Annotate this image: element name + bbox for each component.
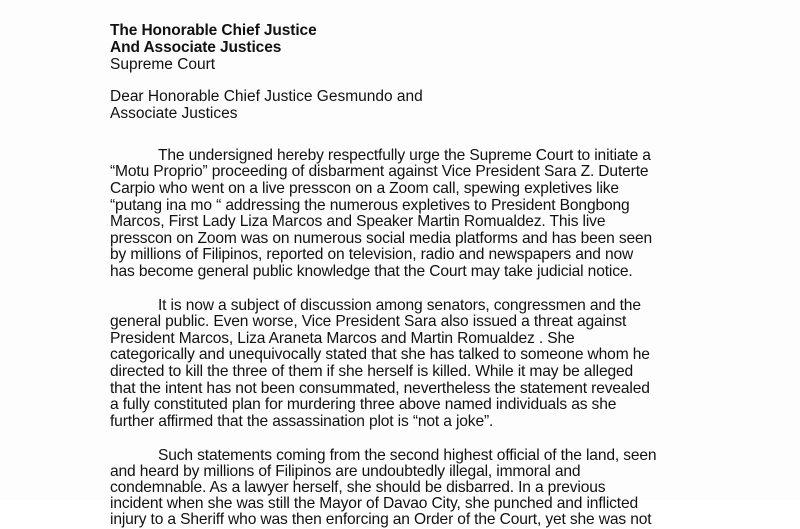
paragraph-2-line-3: President Marcos, Liza Araneta Marcos and Martin Romualdez . She	[110, 330, 575, 347]
addressee-line-1: The Honorable Chief Justice	[110, 22, 317, 39]
paragraph-1-line-3: Carpio who went on a live presscon on a Zoom call, spewing expletives like	[110, 180, 619, 197]
paragraph-3-line-2: and heard by millions of Filipinos are undoubtedly illegal, immoral and	[110, 463, 581, 480]
paragraph-1-line-8: has become general public knowledge that the Court may take judicial notice.	[110, 263, 633, 280]
paragraph-3-line-5: injury to a Sheriff who was then enforcing an Order of the Court, yet she was not	[110, 511, 652, 528]
paragraph-1-line-2: “Motu Proprio” proceeding of disbarment against Vice President Sara Z. Duterte	[110, 163, 649, 180]
paragraph-1-line-7: by millions of Filipinos, reported on television, radio and newspapers and now	[110, 246, 634, 263]
paragraph-3-line-3: condemnable. As a lawyer herself, she should be disbarred. In a previous	[110, 479, 606, 496]
paragraph-2-line-8: further affirmed that the assassination plot is “not a joke”.	[110, 413, 494, 430]
paragraph-2-line-1: It is now a subject of discussion among senators, congressmen and the	[158, 297, 641, 314]
paragraph-2-line-6: that the intent has not been consummated, nevertheless the statement revealed	[110, 380, 650, 397]
paragraph-2-line-5: directed to kill the three of them if she herself is killed. While it may be alleged	[110, 363, 634, 380]
paragraph-1-line-1: The undersigned hereby respectfully urge the Supreme Court to initiate a	[158, 147, 651, 164]
paragraph-2-line-4: categorically and unequivocally stated that she has talked to someone whom he	[110, 346, 650, 363]
salutation-line-1: Dear Honorable Chief Justice Gesmundo and	[110, 88, 423, 105]
paragraph-1-line-5: Marcos, First Lady Liza Marcos and Speaker Martin Romualdez. This live	[110, 213, 606, 230]
paragraph-3-line-4: incident when she was still the Mayor of Davao City, she punched and inflicted	[110, 495, 639, 512]
paragraph-2-line-2: general public. Even worse, Vice President Sara also issued a threat against	[110, 313, 627, 330]
paragraph-1-line-6: presscon on Zoom was on numerous social media platforms and has been seen	[110, 230, 653, 247]
addressee-line-3: Supreme Court	[110, 56, 216, 73]
paragraph-3-line-1: Such statements coming from the second highest official of the land, seen	[158, 447, 657, 464]
addressee-line-2: And Associate Justices	[110, 39, 282, 56]
paragraph-2-line-7: a fully constituted plan for murdering three above named individuals as she	[110, 396, 617, 413]
salutation-line-2: Associate Justices	[110, 105, 238, 122]
paragraph-1-line-4: “putang ina mo “ addressing the numerous expletives to President Bongbong	[110, 197, 630, 214]
